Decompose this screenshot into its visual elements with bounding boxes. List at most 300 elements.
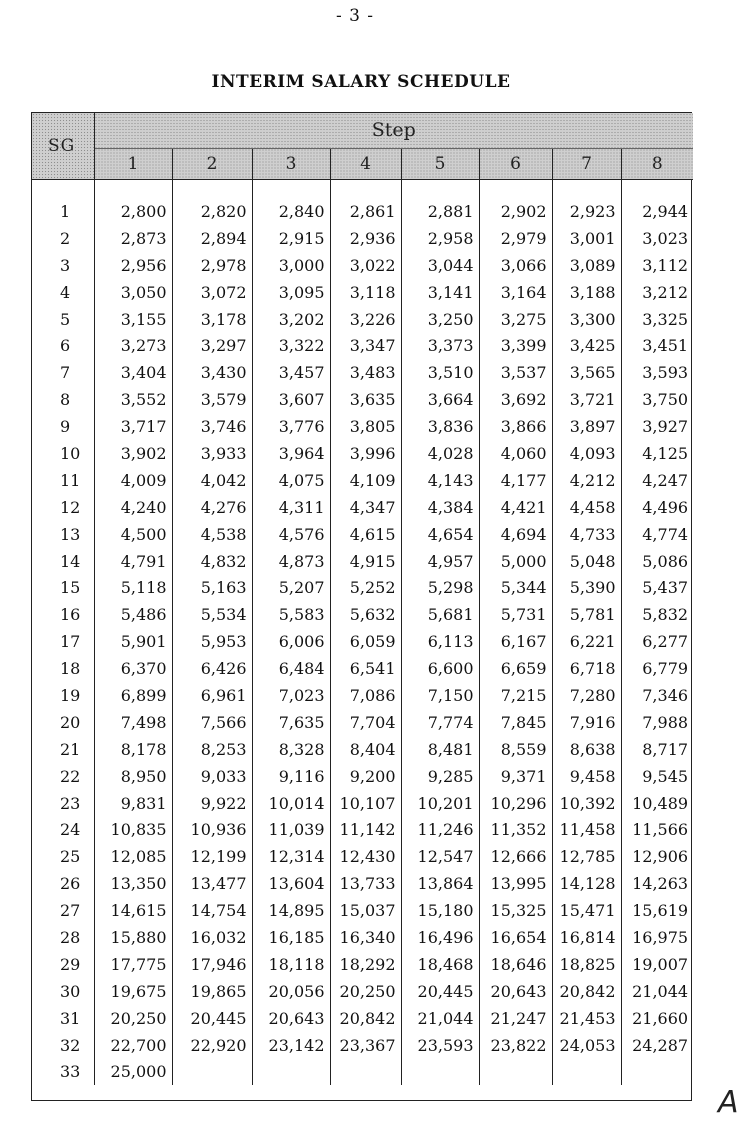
sg-cell: 11 <box>32 467 94 494</box>
salary-cell: 18,468 <box>401 951 479 978</box>
salary-cell: 24,053 <box>552 1032 621 1059</box>
sg-cell: 24 <box>32 816 94 843</box>
sg-cell: 14 <box>32 548 94 575</box>
sg-cell: 9 <box>32 413 94 440</box>
salary-schedule-table-frame <box>31 112 692 1101</box>
salary-cell: 3,866 <box>479 413 552 440</box>
salary-cell: 14,615 <box>94 897 172 924</box>
handwritten-initial: A <box>718 1085 739 1120</box>
salary-cell: 3,425 <box>552 332 621 359</box>
salary-cell: 6,113 <box>401 628 479 655</box>
salary-cell <box>479 1059 552 1086</box>
spacer-row <box>32 180 693 199</box>
salary-cell: 12,666 <box>479 843 552 870</box>
table-row <box>32 951 693 978</box>
salary-cell: 12,547 <box>401 843 479 870</box>
salary-cell: 3,273 <box>94 332 172 359</box>
salary-cell: 5,632 <box>330 601 401 628</box>
salary-cell: 6,484 <box>252 655 330 682</box>
salary-cell: 7,215 <box>479 682 552 709</box>
salary-cell: 13,477 <box>172 870 252 897</box>
table-row <box>32 709 693 736</box>
salary-cell: 10,835 <box>94 816 172 843</box>
sg-cell: 10 <box>32 440 94 467</box>
salary-cell: 10,489 <box>632 793 689 813</box>
salary-cell: 6,718 <box>552 655 621 682</box>
salary-cell: 5,731 <box>479 601 552 628</box>
salary-cell: 7,023 <box>252 682 330 709</box>
step-number-header: 7 <box>552 148 621 179</box>
salary-cell: 16,185 <box>252 924 330 951</box>
salary-cell: 3,300 <box>552 306 621 333</box>
salary-cell: 3,457 <box>252 359 330 386</box>
salary-cell: 18,825 <box>552 951 621 978</box>
sg-cell: 26 <box>32 870 94 897</box>
salary-cell: 8,481 <box>401 736 479 763</box>
salary-cell: 3,072 <box>172 279 252 306</box>
spacer-cell <box>252 180 330 199</box>
table-row <box>32 306 693 333</box>
salary-cell <box>172 1059 252 1086</box>
salary-cell: 5,252 <box>330 574 401 601</box>
salary-cell: 10,014 <box>252 790 330 817</box>
salary-cell: 5,000 <box>479 548 552 575</box>
salary-cell: 4,384 <box>401 494 479 521</box>
sg-cell: 32 <box>32 1032 94 1059</box>
salary-cell: 3,750 <box>642 390 689 410</box>
salary-cell: 2,979 <box>479 225 552 252</box>
salary-cell: 15,180 <box>401 897 479 924</box>
salary-cell: 3,118 <box>330 279 401 306</box>
salary-cell: 13,350 <box>94 870 172 897</box>
salary-cell: 8,404 <box>330 736 401 763</box>
table-row <box>32 548 693 575</box>
salary-cell: 10,936 <box>172 816 252 843</box>
salary-cell: 6,541 <box>330 655 401 682</box>
salary-cell: 8,178 <box>94 736 172 763</box>
salary-cell: 12,906 <box>632 847 689 867</box>
table-row <box>32 252 693 279</box>
salary-cell: 22,920 <box>172 1032 252 1059</box>
step-number-header: 8 <box>621 148 693 179</box>
salary-cell: 3,776 <box>252 413 330 440</box>
salary-cell: 5,344 <box>479 574 552 601</box>
salary-cell: 15,880 <box>94 924 172 951</box>
salary-cell: 6,779 <box>642 659 689 679</box>
salary-cell <box>621 1059 693 1086</box>
salary-cell: 3,404 <box>94 359 172 386</box>
salary-cell: 4,538 <box>172 521 252 548</box>
salary-cell: 11,039 <box>252 816 330 843</box>
salary-cell: 3,322 <box>252 332 330 359</box>
salary-cell: 2,956 <box>94 252 172 279</box>
salary-cell: 12,314 <box>252 843 330 870</box>
salary-cell: 5,207 <box>252 574 330 601</box>
salary-cell: 8,559 <box>479 736 552 763</box>
salary-cell: 3,095 <box>252 279 330 306</box>
document-title: INTERIM SALARY SCHEDULE <box>211 72 511 92</box>
salary-cell <box>401 1059 479 1086</box>
salary-table-body <box>32 180 693 1086</box>
sg-cell: 31 <box>32 1005 94 1032</box>
salary-cell: 3,141 <box>401 279 479 306</box>
salary-cell: 7,988 <box>642 712 689 732</box>
salary-cell: 9,922 <box>172 790 252 817</box>
salary-cell: 9,200 <box>330 763 401 790</box>
table-row <box>32 924 693 951</box>
salary-cell: 9,033 <box>172 763 252 790</box>
salary-cell: 14,263 <box>632 874 689 894</box>
salary-cell: 14,128 <box>552 870 621 897</box>
salary-cell: 4,774 <box>642 524 689 544</box>
salary-cell: 9,371 <box>479 763 552 790</box>
salary-cell: 4,791 <box>94 548 172 575</box>
salary-cell: 7,150 <box>401 682 479 709</box>
salary-cell: 5,437 <box>642 578 689 598</box>
salary-cell: 4,125 <box>642 443 689 463</box>
salary-cell: 16,340 <box>330 924 401 951</box>
sg-cell: 20 <box>32 709 94 736</box>
salary-cell: 3,483 <box>330 359 401 386</box>
table-row <box>32 198 693 225</box>
salary-cell: 16,496 <box>401 924 479 951</box>
salary-cell: 4,028 <box>401 440 479 467</box>
salary-cell: 3,451 <box>642 336 689 356</box>
salary-cell: 4,075 <box>252 467 330 494</box>
step-number-header: 1 <box>94 148 172 179</box>
table-row <box>32 682 693 709</box>
salary-cell: 3,178 <box>172 306 252 333</box>
salary-cell: 19,007 <box>632 954 689 974</box>
salary-cell: 19,865 <box>172 978 252 1005</box>
salary-cell: 2,820 <box>172 198 252 225</box>
salary-cell: 3,044 <box>401 252 479 279</box>
salary-cell: 20,643 <box>479 978 552 1005</box>
step-number-header: 2 <box>172 148 252 179</box>
salary-cell: 2,915 <box>252 225 330 252</box>
salary-cell: 4,576 <box>252 521 330 548</box>
salary-cell: 3,050 <box>94 279 172 306</box>
salary-cell: 6,426 <box>172 655 252 682</box>
salary-cell: 13,864 <box>401 870 479 897</box>
salary-cell: 2,800 <box>94 198 172 225</box>
table-row <box>32 279 693 306</box>
sg-cell: 28 <box>32 924 94 951</box>
salary-cell: 3,226 <box>330 306 401 333</box>
salary-schedule-table <box>32 113 693 1085</box>
table-row <box>32 494 693 521</box>
table-row <box>32 332 693 359</box>
step-number-header: 5 <box>401 148 479 179</box>
salary-cell: 7,086 <box>330 682 401 709</box>
sg-cell: 19 <box>32 682 94 709</box>
sg-cell: 18 <box>32 655 94 682</box>
salary-cell: 2,894 <box>172 225 252 252</box>
salary-cell: 6,659 <box>479 655 552 682</box>
salary-cell: 5,048 <box>552 548 621 575</box>
salary-cell: 24,287 <box>632 1035 689 1055</box>
sg-cell: 15 <box>32 574 94 601</box>
step-number-header: 6 <box>479 148 552 179</box>
salary-cell: 3,430 <box>172 359 252 386</box>
salary-cell: 3,964 <box>252 440 330 467</box>
salary-cell: 3,902 <box>94 440 172 467</box>
salary-cell: 2,840 <box>252 198 330 225</box>
salary-cell: 13,733 <box>330 870 401 897</box>
salary-cell: 23,822 <box>479 1032 552 1059</box>
spacer-cell <box>621 180 693 199</box>
salary-cell: 11,142 <box>330 816 401 843</box>
salary-cell: 7,498 <box>94 709 172 736</box>
salary-cell: 18,646 <box>479 951 552 978</box>
salary-cell: 3,089 <box>552 252 621 279</box>
table-row <box>32 574 693 601</box>
salary-cell: 10,296 <box>479 790 552 817</box>
salary-cell: 4,458 <box>552 494 621 521</box>
salary-cell: 21,044 <box>632 981 689 1001</box>
table-row <box>32 1032 693 1059</box>
salary-cell: 3,022 <box>330 252 401 279</box>
salary-cell: 2,944 <box>642 201 689 221</box>
salary-cell: 12,785 <box>552 843 621 870</box>
salary-cell: 3,607 <box>252 386 330 413</box>
salary-cell: 6,370 <box>94 655 172 682</box>
salary-cell: 4,276 <box>172 494 252 521</box>
salary-cell: 5,486 <box>94 601 172 628</box>
spacer-cell <box>401 180 479 199</box>
salary-cell: 22,700 <box>94 1032 172 1059</box>
salary-cell: 16,654 <box>479 924 552 951</box>
salary-cell: 11,566 <box>632 820 689 840</box>
salary-cell: 4,957 <box>401 548 479 575</box>
salary-cell: 20,056 <box>252 978 330 1005</box>
salary-cell: 4,915 <box>330 548 401 575</box>
salary-cell: 4,240 <box>94 494 172 521</box>
salary-cell: 4,873 <box>252 548 330 575</box>
salary-cell: 9,285 <box>401 763 479 790</box>
salary-cell: 6,059 <box>330 628 401 655</box>
salary-cell: 7,916 <box>552 709 621 736</box>
salary-cell: 20,445 <box>172 1005 252 1032</box>
salary-cell: 4,347 <box>330 494 401 521</box>
salary-cell: 5,390 <box>552 574 621 601</box>
salary-cell: 5,163 <box>172 574 252 601</box>
sg-cell: 3 <box>32 252 94 279</box>
sg-cell: 33 <box>32 1059 94 1086</box>
table-row <box>32 359 693 386</box>
salary-cell <box>552 1059 621 1086</box>
sg-cell: 6 <box>32 332 94 359</box>
salary-cell: 2,873 <box>94 225 172 252</box>
salary-cell: 16,814 <box>552 924 621 951</box>
salary-cell: 5,583 <box>252 601 330 628</box>
salary-cell: 9,116 <box>252 763 330 790</box>
step-number-header-row <box>32 148 693 179</box>
step-group-header: Step <box>94 113 693 148</box>
salary-cell: 4,733 <box>552 521 621 548</box>
salary-cell: 5,298 <box>401 574 479 601</box>
salary-cell: 10,392 <box>552 790 621 817</box>
table-row <box>32 897 693 924</box>
salary-cell: 5,781 <box>552 601 621 628</box>
salary-cell: 3,579 <box>172 386 252 413</box>
salary-cell: 20,445 <box>401 978 479 1005</box>
salary-cell: 3,593 <box>642 363 689 383</box>
spacer-cell <box>330 180 401 199</box>
salary-cell: 21,247 <box>479 1005 552 1032</box>
salary-cell: 20,250 <box>94 1005 172 1032</box>
salary-cell: 4,496 <box>642 497 689 517</box>
salary-cell: 10,107 <box>330 790 401 817</box>
salary-cell: 3,155 <box>94 306 172 333</box>
salary-cell <box>330 1059 401 1086</box>
salary-cell: 20,842 <box>552 978 621 1005</box>
step-number-header: 4 <box>330 148 401 179</box>
salary-cell: 4,042 <box>172 467 252 494</box>
salary-cell: 4,654 <box>401 521 479 548</box>
salary-cell: 7,774 <box>401 709 479 736</box>
sg-cell: 16 <box>32 601 94 628</box>
salary-cell: 4,212 <box>552 467 621 494</box>
salary-cell: 14,895 <box>252 897 330 924</box>
salary-cell: 2,978 <box>172 252 252 279</box>
table-row <box>32 655 693 682</box>
table-row <box>32 467 693 494</box>
salary-cell: 14,754 <box>172 897 252 924</box>
salary-cell: 16,975 <box>632 927 689 947</box>
salary-cell: 2,861 <box>330 198 401 225</box>
salary-cell: 12,085 <box>94 843 172 870</box>
salary-cell: 4,009 <box>94 467 172 494</box>
salary-cell: 23,367 <box>330 1032 401 1059</box>
table-row <box>32 1059 693 1086</box>
salary-cell: 21,660 <box>632 1008 689 1028</box>
salary-cell: 2,958 <box>401 225 479 252</box>
sg-cell: 22 <box>32 763 94 790</box>
sg-cell: 30 <box>32 978 94 1005</box>
salary-cell: 4,060 <box>479 440 552 467</box>
salary-cell: 20,643 <box>252 1005 330 1032</box>
salary-cell: 4,500 <box>94 521 172 548</box>
salary-cell: 4,311 <box>252 494 330 521</box>
salary-cell: 8,950 <box>94 763 172 790</box>
table-row <box>32 736 693 763</box>
salary-cell: 3,510 <box>401 359 479 386</box>
salary-cell: 7,346 <box>642 685 689 705</box>
sg-cell: 1 <box>32 198 94 225</box>
salary-cell: 6,006 <box>252 628 330 655</box>
salary-cell: 4,832 <box>172 548 252 575</box>
table-row <box>32 225 693 252</box>
sg-cell: 25 <box>32 843 94 870</box>
spacer-cell <box>94 180 172 199</box>
salary-cell: 21,453 <box>552 1005 621 1032</box>
salary-cell: 3,188 <box>552 279 621 306</box>
salary-cell: 9,545 <box>642 766 689 786</box>
salary-cell: 2,936 <box>330 225 401 252</box>
salary-cell: 7,280 <box>552 682 621 709</box>
salary-cell: 8,328 <box>252 736 330 763</box>
salary-cell: 6,277 <box>642 632 689 652</box>
salary-cell: 3,275 <box>479 306 552 333</box>
salary-cell: 11,246 <box>401 816 479 843</box>
salary-cell: 8,638 <box>552 736 621 763</box>
salary-cell: 7,566 <box>172 709 252 736</box>
table-row <box>32 440 693 467</box>
salary-cell: 7,635 <box>252 709 330 736</box>
spacer-cell <box>32 180 94 199</box>
salary-cell: 3,000 <box>252 252 330 279</box>
salary-cell: 25,000 <box>94 1059 172 1086</box>
sg-cell: 29 <box>32 951 94 978</box>
salary-cell: 6,899 <box>94 682 172 709</box>
table-row <box>32 978 693 1005</box>
salary-cell: 20,250 <box>330 978 401 1005</box>
table-row <box>32 790 693 817</box>
salary-cell: 5,118 <box>94 574 172 601</box>
salary-cell: 3,996 <box>330 440 401 467</box>
salary-cell: 20,842 <box>330 1005 401 1032</box>
salary-cell: 18,292 <box>330 951 401 978</box>
salary-cell: 3,399 <box>479 332 552 359</box>
salary-cell: 23,142 <box>252 1032 330 1059</box>
salary-cell: 3,373 <box>401 332 479 359</box>
salary-cell: 3,927 <box>642 417 689 437</box>
salary-cell: 9,831 <box>94 790 172 817</box>
salary-cell: 3,805 <box>330 413 401 440</box>
salary-cell: 23,593 <box>401 1032 479 1059</box>
sg-cell: 12 <box>32 494 94 521</box>
sg-cell: 17 <box>32 628 94 655</box>
sg-cell: 2 <box>32 225 94 252</box>
salary-cell: 3,836 <box>401 413 479 440</box>
salary-cell: 6,167 <box>479 628 552 655</box>
table-row <box>32 521 693 548</box>
salary-cell <box>252 1059 330 1086</box>
salary-cell: 3,325 <box>642 309 689 329</box>
salary-cell: 12,199 <box>172 843 252 870</box>
sg-cell: 13 <box>32 521 94 548</box>
salary-cell: 4,247 <box>642 470 689 490</box>
sg-cell: 4 <box>32 279 94 306</box>
sg-cell: 5 <box>32 306 94 333</box>
sg-cell: 23 <box>32 790 94 817</box>
salary-cell: 3,202 <box>252 306 330 333</box>
salary-cell: 3,212 <box>642 282 689 302</box>
salary-cell: 12,430 <box>330 843 401 870</box>
salary-cell: 18,118 <box>252 951 330 978</box>
salary-cell: 3,001 <box>552 225 621 252</box>
salary-cell: 17,946 <box>172 951 252 978</box>
table-row <box>32 1005 693 1032</box>
salary-cell: 7,704 <box>330 709 401 736</box>
salary-cell: 4,615 <box>330 521 401 548</box>
salary-cell: 6,961 <box>172 682 252 709</box>
salary-cell: 8,717 <box>642 739 689 759</box>
table-row <box>32 601 693 628</box>
salary-cell: 13,995 <box>479 870 552 897</box>
salary-cell: 15,619 <box>632 901 689 921</box>
salary-cell: 3,933 <box>172 440 252 467</box>
salary-cell: 3,250 <box>401 306 479 333</box>
salary-cell: 19,675 <box>94 978 172 1005</box>
salary-cell: 5,086 <box>642 551 689 571</box>
spacer-cell <box>172 180 252 199</box>
salary-cell: 3,112 <box>642 255 689 275</box>
salary-cell: 4,109 <box>330 467 401 494</box>
salary-cell: 5,953 <box>172 628 252 655</box>
salary-cell: 6,221 <box>552 628 621 655</box>
